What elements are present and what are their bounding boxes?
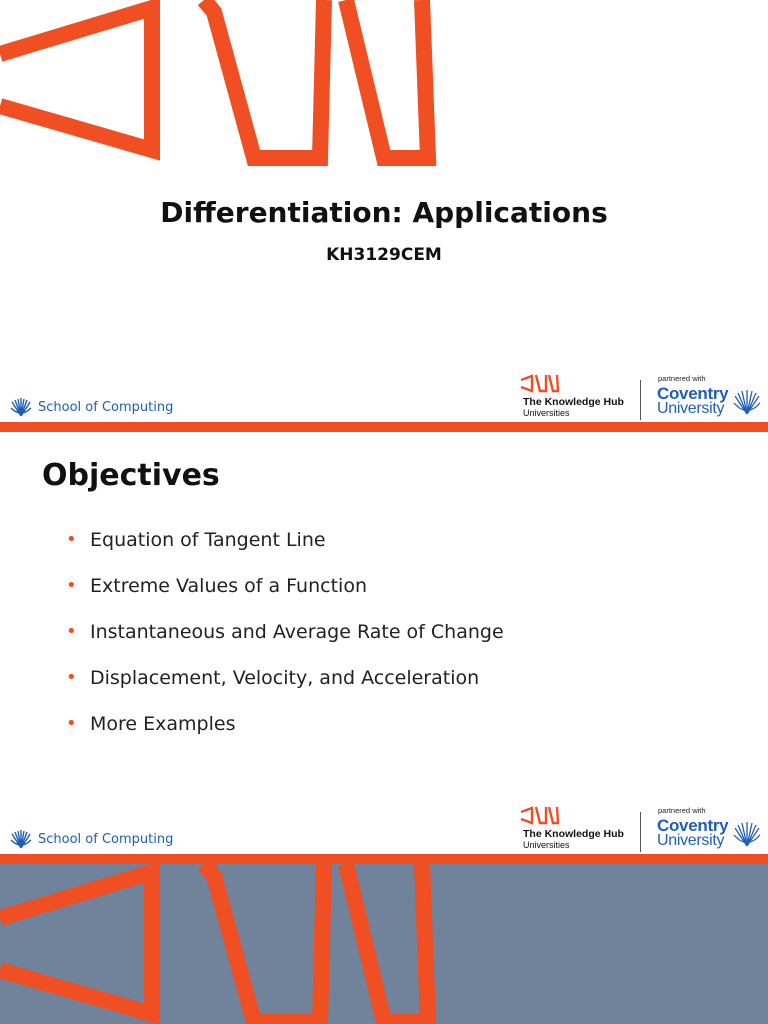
bullet-text: Equation of Tangent Line [90, 529, 326, 551]
bullet-text: Instantaneous and Average Rate of Change [90, 621, 504, 643]
slide-footer [0, 368, 768, 422]
partner-text: partnered with [658, 374, 706, 383]
school-branding [8, 826, 173, 852]
logo-divider [640, 812, 641, 852]
bullet-text: Displacement, Velocity, and Acceleration [90, 667, 480, 689]
coventry-name: Coventry [657, 816, 729, 835]
section-slide-partial [0, 864, 768, 1024]
title-slide [0, 0, 768, 432]
brand-mark-icon [0, 0, 440, 170]
knowledge-hub-name: The Knowledge Hub [523, 396, 624, 408]
objectives-slide [0, 432, 768, 864]
coventry-logo [656, 804, 764, 854]
accent-bar [0, 854, 768, 864]
accent-bar [0, 422, 768, 432]
bullet-icon: • [66, 713, 77, 734]
bullet-icon: • [66, 575, 77, 596]
course-code: KH3129CEM [326, 245, 442, 265]
list-item [66, 528, 504, 574]
bullet-text: More Examples [90, 713, 236, 735]
objectives-list [66, 528, 504, 758]
coventry-logo [656, 372, 764, 422]
knowledge-hub-logo-icon [521, 806, 559, 826]
university-name: University [657, 832, 725, 849]
coventry-name: Coventry [657, 384, 729, 403]
logo-divider [640, 380, 641, 420]
school-label: School of Computing [38, 399, 174, 415]
school-branding [8, 394, 173, 420]
objectives-heading: Objectives [42, 458, 220, 493]
school-logo-icon [8, 396, 34, 418]
bullet-icon: • [66, 529, 77, 550]
list-item [66, 620, 504, 666]
slide-footer [0, 800, 768, 854]
list-item [66, 666, 504, 712]
bullet-icon: • [66, 667, 77, 688]
knowledge-hub-subtitle: Universities [523, 840, 570, 850]
knowledge-hub-logo-icon [521, 374, 559, 394]
partner-text: partnered with [658, 806, 706, 815]
list-item [66, 574, 504, 620]
bullet-text: Extreme Values of a Function [90, 575, 367, 597]
knowledge-hub-logo [521, 806, 636, 852]
coventry-wings-icon [732, 820, 762, 848]
knowledge-hub-subtitle: Universities [523, 408, 570, 418]
knowledge-hub-logo [521, 374, 636, 420]
slide-title: Differentiation: Applications [160, 196, 608, 229]
school-label: School of Computing [38, 831, 174, 847]
brand-mark-icon [0, 864, 440, 1024]
bullet-icon: • [66, 621, 77, 642]
school-logo-icon [8, 828, 34, 850]
university-name: University [657, 400, 725, 417]
knowledge-hub-name: The Knowledge Hub [523, 828, 624, 840]
coventry-wings-icon [732, 388, 762, 416]
list-item [66, 712, 504, 758]
